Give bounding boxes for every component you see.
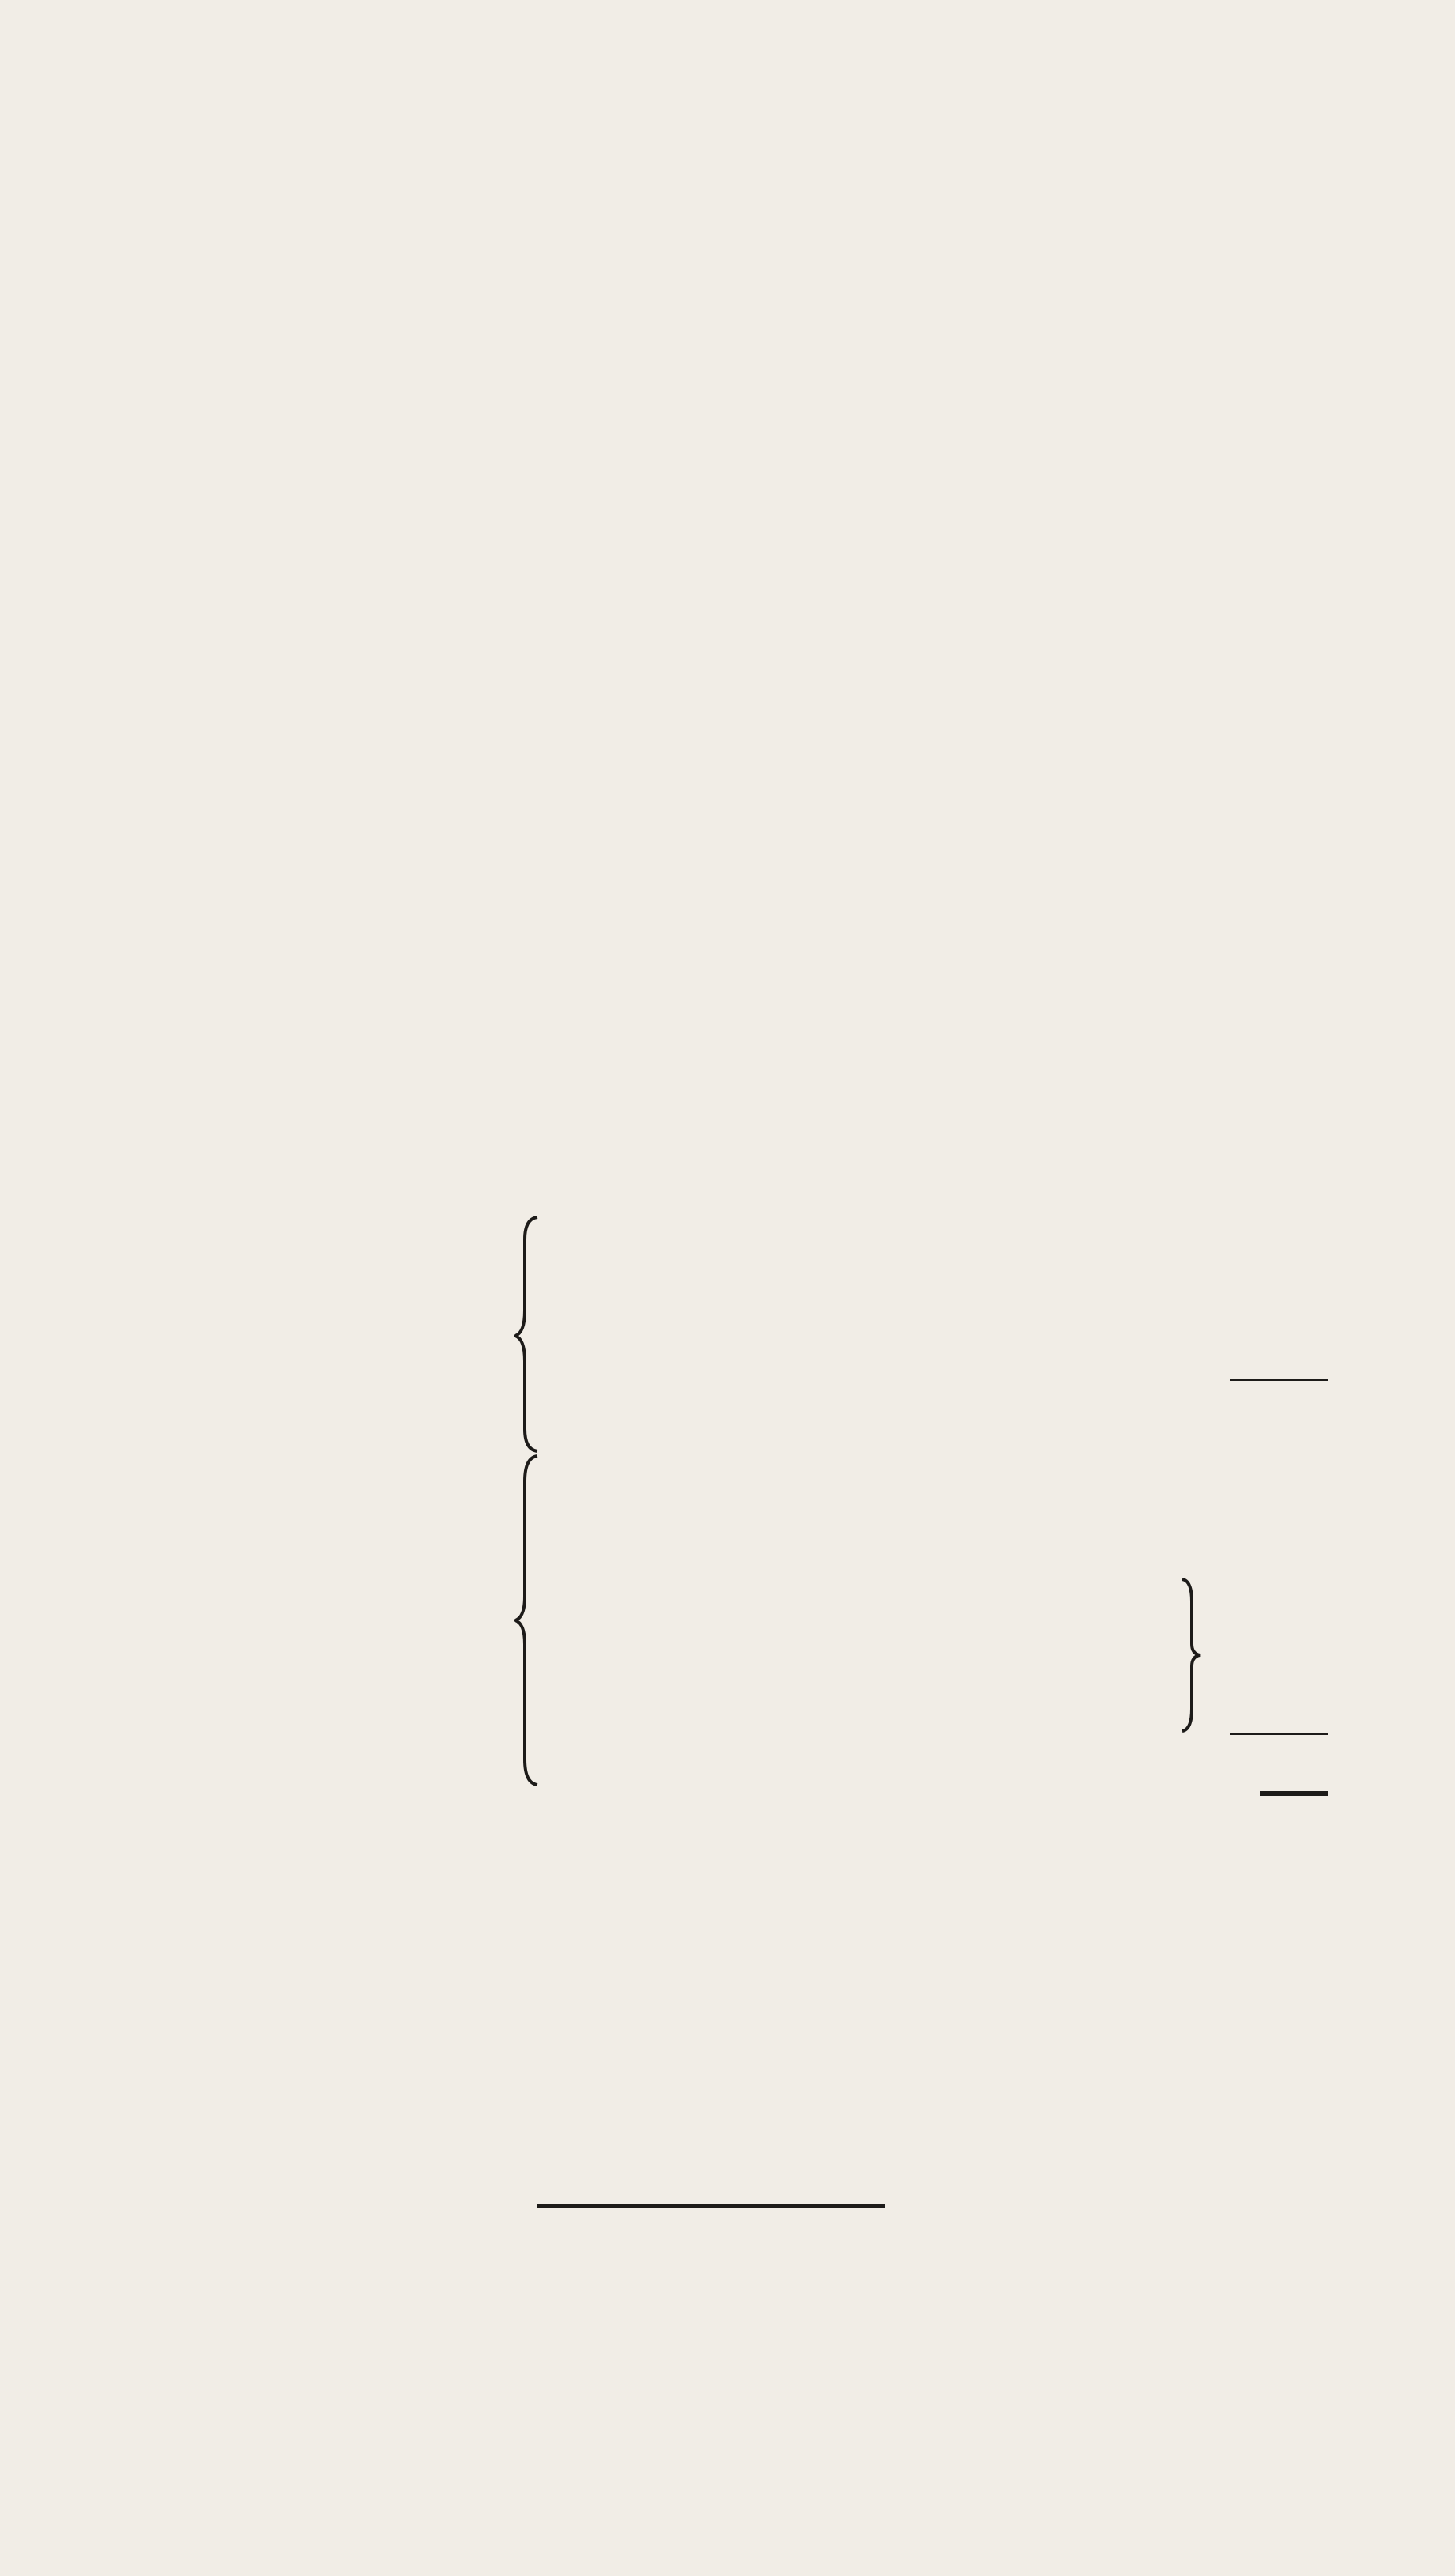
body-text-bottom [142, 1843, 1328, 1858]
end-rule [537, 2204, 885, 2208]
oraux-brace [514, 1454, 545, 1786]
final-rule [1260, 1791, 1328, 1796]
oraux-total-row [585, 1737, 1328, 1788]
histoire-group-brace [1178, 1578, 1201, 1733]
compositions-brace [514, 1216, 545, 1453]
subtotal-rule-oraux [1230, 1733, 1328, 1735]
subtotal-rule [1230, 1379, 1328, 1381]
compositions-total-row [585, 1383, 1328, 1434]
